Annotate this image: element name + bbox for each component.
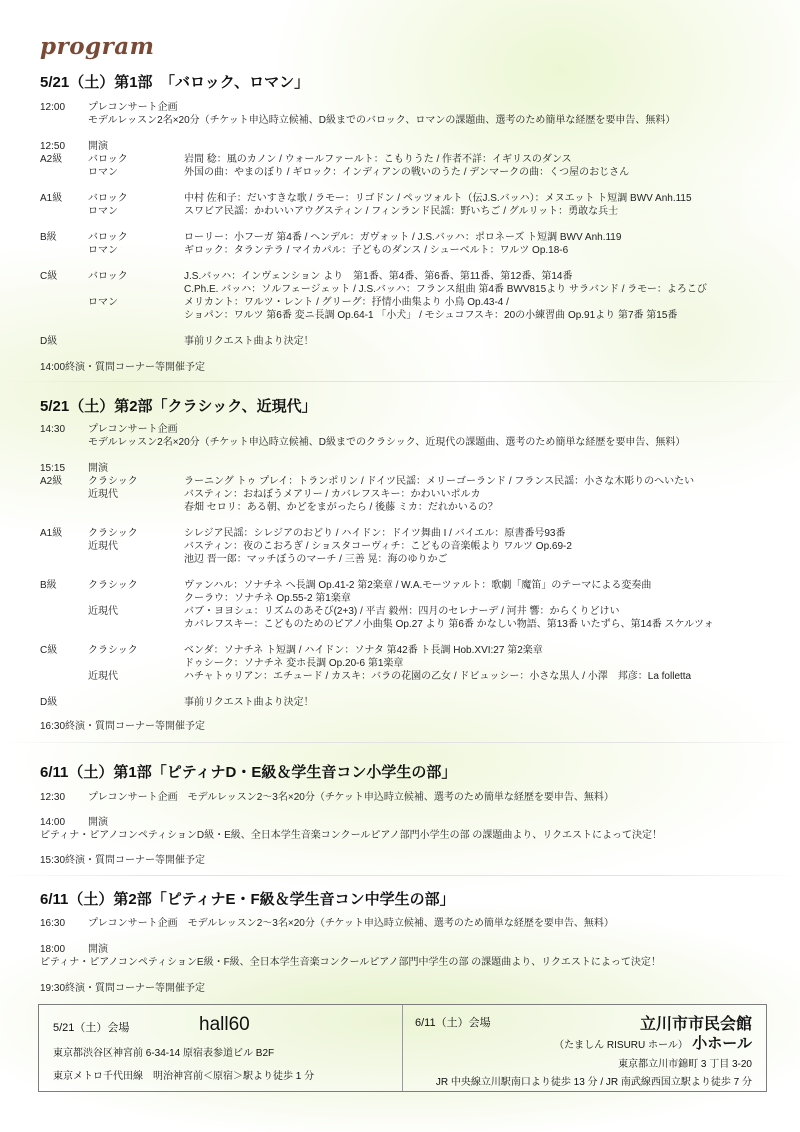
piece-list: バスティン：おねぼうメアリー / カバレフスキー：かわいいポルカ — [184, 489, 481, 500]
piece-list: 事前リクエスト曲より決定！ — [184, 336, 314, 347]
repertoire-row — [40, 540, 800, 553]
repertoire-row — [40, 192, 800, 205]
row-text: モデルレッスン2名×20分（チケット申込時立候補、D級までのバロック、ロマンの課題曲、選考のため簡単な経歴を要申告、無料） — [88, 115, 676, 126]
grade-label: B級 — [40, 232, 57, 243]
time-label: 14:00 — [40, 817, 66, 828]
repertoire-row — [40, 166, 800, 179]
schedule-row — [40, 956, 800, 969]
piece-list: 外国の曲：やまのぼり / ギロック：インディアンの戦いのうた / デンマークの曲：くつ屋のおじさん — [184, 167, 630, 178]
schedule-row — [40, 101, 800, 114]
section-divider — [0, 875, 800, 876]
section-2-title: 5/21（土）第2部「クラシック、近現代」 — [40, 398, 317, 415]
venue-2-name: 立川市市民会館 — [639, 1016, 752, 1033]
row-text: 開演 — [88, 141, 108, 152]
piece-list: 岩間 稔：風のカノン / ウォールファールト：こもりうた / 作者不詳：イギリスのダンス — [184, 154, 572, 165]
repertoire-row — [40, 309, 800, 322]
repertoire-row — [40, 270, 800, 283]
piece-list: バスティン：夜のこおろぎ / ショスタコーヴィチ：こどもの音楽帳より ワルツ Op.69-2 — [184, 541, 572, 552]
venue-divider — [402, 1005, 403, 1091]
repertoire-row — [40, 670, 800, 683]
repertoire-row — [40, 644, 800, 657]
row-text: 開演 — [88, 817, 108, 828]
grade-label: A1級 — [40, 528, 63, 539]
schedule-row — [40, 917, 800, 930]
venue-2-subname — [554, 1032, 752, 1053]
venue-info-box — [38, 1004, 767, 1092]
piece-list: カバレフスキー：こどものためのピアノ小曲集 Op.27 より 第6番 かなしい物語、第13番 いたずら、第14番 スケルツォ — [184, 619, 714, 630]
venue-1-access: 東京メトロ千代田線 明治神宮前＜原宿＞駅より徒歩 1 分 — [53, 1071, 315, 1082]
grade-label: C級 — [40, 645, 58, 656]
genre-label: バロック — [88, 232, 128, 243]
genre-label: 近現代 — [88, 671, 118, 682]
repertoire-row — [40, 657, 800, 670]
section-1-title: 5/21（土）第1部 「バロック、ロマン」 — [40, 74, 310, 91]
schedule-row — [40, 436, 800, 449]
piece-list: スワビア民謡：かわいいアウグスティン / フィンランド民謡：野いちご / グルリット：勇敢な兵士 — [184, 206, 619, 217]
genre-label: 近現代 — [88, 606, 118, 617]
time-label: 12:00 — [40, 102, 66, 113]
grade-label: A1級 — [40, 193, 63, 204]
piece-list: ハチャトゥリアン：エチュード / カスキ：バラの花園の乙女 / ドビュッシー：小さな黒人 / 小澤 邦彦：La folletta — [184, 671, 692, 682]
row-text: ピティナ・ピアノコンペティションE級・F級、全日本学生音楽コンクールピアノ部門中学生の部 の課題曲より、リクエストによって決定！ — [40, 957, 661, 968]
time-label: 18:00 — [40, 944, 66, 955]
grade-label: D級 — [40, 697, 58, 708]
time-label: 14:30 — [40, 424, 66, 435]
repertoire-row — [40, 488, 800, 501]
genre-label: 近現代 — [88, 541, 118, 552]
time-label: 12:30 — [40, 792, 66, 803]
end-note — [40, 361, 800, 374]
repertoire-row — [40, 592, 800, 605]
row-text: プレコンサート企画 モデルレッスン2～3名×20分（チケット申込時立候補、選考のため簡単な経歴を要申告、無料） — [88, 792, 614, 803]
repertoire-row — [40, 605, 800, 618]
piece-list: ギロック：タランテラ / マイカパル：子どものダンス / シューベルト：ワルツ Op.18-6 — [184, 245, 569, 256]
schedule-row — [40, 462, 800, 475]
piece-list: シレジア民謡：シレジアのおどり / ハイドン：ドイツ舞曲 I / バイエル：原書番号93番 — [184, 528, 566, 539]
end-note — [40, 854, 800, 867]
piece-list: C.Ph.E. バッハ：ソルフェージェット / J.S.バッハ：フランス組曲 第4番 BWV815より サラバンド / ラモー：よろこび — [184, 284, 707, 295]
genre-label: クラシック — [88, 476, 138, 487]
row-text: 開演 — [88, 463, 108, 474]
section-divider — [0, 742, 800, 743]
piece-list: 池辺 晋一郎：マッチぼうのマーチ / 三善 晃：海のゆりかご — [184, 554, 448, 565]
grade-label: D級 — [40, 336, 58, 347]
venue-2-hall: 小ホール — [692, 1035, 752, 1052]
time-label: 15:15 — [40, 463, 66, 474]
schedule-row — [40, 791, 800, 804]
row-text: モデルレッスン2名×20分（チケット申込時立候補、D級までのクラシック、近現代の課題曲、選考のため簡単な経歴を要申告、無料） — [88, 437, 686, 448]
genre-label: バロック — [88, 193, 128, 204]
venue-2-access: JR 中央線立川駅南口より徒歩 13 分 / JR 南武線西国立駅より徒歩 7 分 — [435, 1077, 752, 1088]
grade-label: A2級 — [40, 154, 63, 165]
end-note — [40, 720, 800, 733]
venue-2-subname-prefix: （たましん RISURU ホール） — [554, 1040, 688, 1051]
repertoire-row — [40, 618, 800, 631]
end-note — [40, 982, 800, 995]
piece-list: ローリー：小フーガ 第4番 / ヘンデル：ガヴォット / J.S.バッハ：ポロネーズ ト短調 BWV Anh.119 — [184, 232, 622, 243]
schedule-row — [40, 816, 800, 829]
venue-2-date: 6/11（土）会場 — [415, 1017, 491, 1029]
time-label: 12:50 — [40, 141, 66, 152]
repertoire-row — [40, 527, 800, 540]
repertoire-row — [40, 296, 800, 309]
genre-label: バロック — [88, 154, 128, 165]
genre-label: ロマン — [88, 206, 118, 217]
schedule-row — [40, 943, 800, 956]
genre-label: バロック — [88, 271, 128, 282]
venue-1-name: hall60 — [199, 1014, 250, 1035]
repertoire-row — [40, 553, 800, 566]
section-3-title: 6/11（土）第1部「ピティナD・E級＆学生音コン小学生の部」 — [40, 764, 457, 781]
genre-label: ロマン — [88, 167, 118, 178]
row-text: プレコンサート企画 — [88, 102, 178, 113]
genre-label: クラシック — [88, 528, 138, 539]
piece-list: 春畑 セロリ：ある朝、かどをまがったら / 後藤 ミカ：だれかいるの？ — [184, 502, 498, 513]
repertoire-row — [40, 475, 800, 488]
piece-list: J.S.バッハ：インヴェンション より 第1番、第4番、第6番、第11番、第12番、第14番 — [184, 271, 573, 282]
repertoire-row — [40, 153, 800, 166]
repertoire-row — [40, 501, 800, 514]
end-text: 16:30終演・質問コーナー等開催予定 — [40, 721, 206, 732]
piece-list: バブ・ヨヨシュ：リズムのあそび(2+3) / 平吉 毅州：四月のセレナーデ / 河井 響：からくりどけい — [184, 606, 620, 617]
section-4-title: 6/11（土）第2部「ピティナE・F級＆学生音コン中学生の部」 — [40, 891, 455, 908]
end-text: 15:30終演・質問コーナー等開催予定 — [40, 855, 206, 866]
schedule-row — [40, 423, 800, 436]
row-text: 開演 — [88, 944, 108, 955]
grade-label: C級 — [40, 271, 58, 282]
piece-list: メリカント：ワルツ・レント / グリーグ：抒情小曲集より 小鳥 Op.43-4 / — [184, 297, 509, 308]
schedule-row — [40, 114, 800, 127]
genre-label: クラシック — [88, 580, 138, 591]
venue-1-date: 5/21（土）会場 — [53, 1022, 130, 1034]
schedule-row — [40, 140, 800, 153]
time-label: 16:30 — [40, 918, 66, 929]
genre-label: ロマン — [88, 245, 118, 256]
grade-label: B級 — [40, 580, 57, 591]
schedule-row — [40, 829, 800, 842]
repertoire-row — [40, 696, 800, 709]
piece-list: 事前リクエスト曲より決定！ — [184, 697, 314, 708]
program-heading: program — [40, 33, 155, 60]
grade-label: A2級 — [40, 476, 63, 487]
repertoire-row — [40, 231, 800, 244]
genre-label: クラシック — [88, 645, 138, 656]
row-text: プレコンサート企画 — [88, 424, 178, 435]
end-text: 14:00終演・質問コーナー等開催予定 — [40, 362, 206, 373]
genre-label: ロマン — [88, 297, 118, 308]
genre-label: 近現代 — [88, 489, 118, 500]
section-divider — [0, 381, 800, 382]
piece-list: ドゥシーク：ソナチネ 変ホ長調 Op.20-6 第1楽章 — [184, 658, 404, 669]
piece-list: ショパン：ワルツ 第6番 変ニ長調 Op.64-1 「小犬」 / モシュコフスキ：20の小練習曲 Op.91より 第7番 第15番 — [184, 310, 678, 321]
piece-list: 中村 佐和子：だいすきな歌 / ラモー：リゴドン / ペッツォルト（伝J.S.バッハ）：メヌエット ト短調 BWV Anh.115 — [184, 193, 692, 204]
row-text: ピティナ・ピアノコンペティションD級・E級、全日本学生音楽コンクールピアノ部門小学生の部 の課題曲より、リクエストによって決定！ — [40, 830, 662, 841]
row-text: プレコンサート企画 モデルレッスン2～3名×20分（チケット申込時立候補、選考のため簡単な経歴を要申告、無料） — [88, 918, 614, 929]
repertoire-row — [40, 244, 800, 257]
venue-1-address: 東京都渋谷区神宮前 6-34-14 原宿表参道ビル B2F — [53, 1048, 275, 1059]
venue-2-address: 東京都立川市錦町 3 丁目 3-20 — [618, 1059, 752, 1070]
repertoire-row — [40, 335, 800, 348]
piece-list: クーラウ：ソナチネ Op.55-2 第1楽章 — [184, 593, 351, 604]
piece-list: ベンダ：ソナチネ ト短調 / ハイドン：ソナタ 第42番 ト長調 Hob.XVI:27 第2楽章 — [184, 645, 543, 656]
repertoire-row — [40, 283, 800, 296]
piece-list: ラーニング トゥ プレイ：トランポリン / ドイツ民謡：メリーゴーランド / フランス民謡：小さな木彫りのへいたい — [184, 476, 695, 487]
repertoire-row — [40, 205, 800, 218]
repertoire-row — [40, 579, 800, 592]
piece-list: ヴァンハル：ソナチネ へ長調 Op.41-2 第2楽章 / W.A.モーツァルト：歌劇「魔笛」のテーマによる変奏曲 — [184, 580, 652, 591]
end-text: 19:30終演・質問コーナー等開催予定 — [40, 983, 206, 994]
